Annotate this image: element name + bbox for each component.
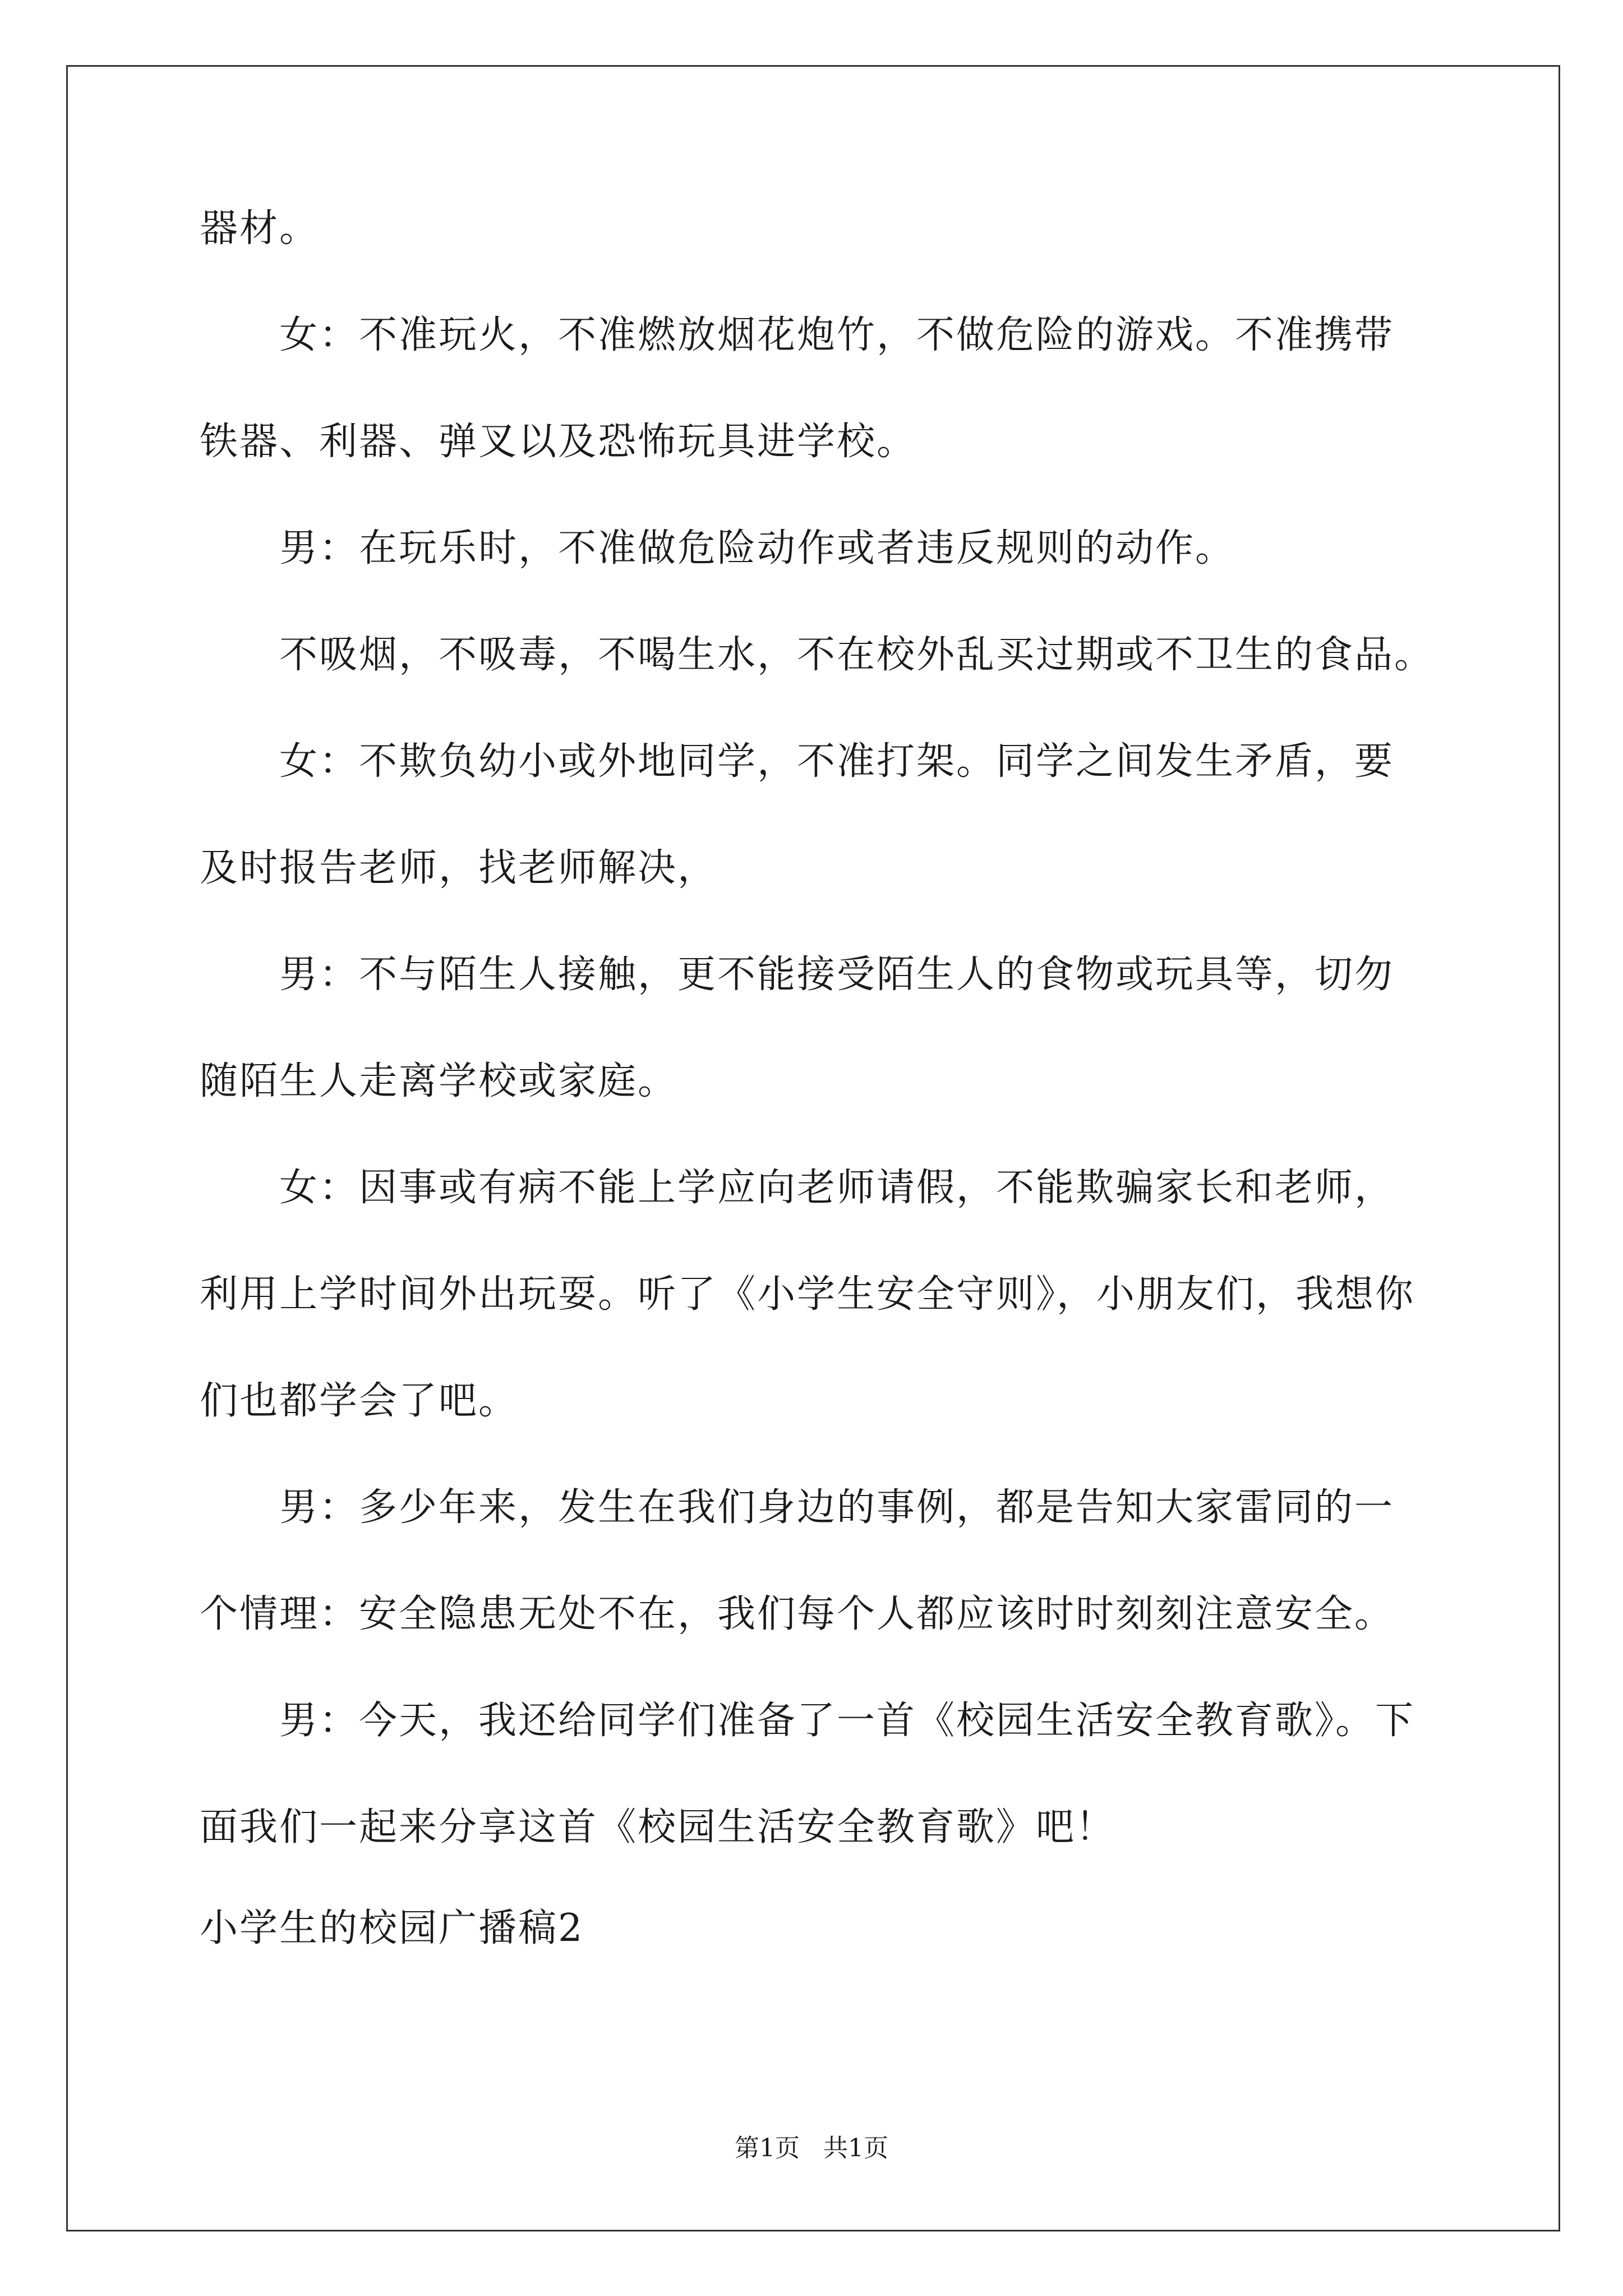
section-heading: 小学生的校园广播稿2 (200, 1906, 584, 1950)
paragraph-line: 个情理：安全隐患无处不在，我们每个人都应该时时刻刻注意安全。 (200, 1592, 1395, 1636)
page-number-footer: 第1页 共1页 (735, 2134, 888, 2162)
paragraph-line: 面我们一起来分享这首《校园生活安全教育歌》吧！ (200, 1805, 1116, 1849)
paragraph-line: 随陌生人走离学校或家庭。 (200, 1059, 678, 1103)
paragraph-line: 男：多少年来，发生在我们身边的事例，都是告知大家雷同的一 (279, 1485, 1395, 1530)
paragraph-line: 女：不准玩火，不准燃放烟花炮竹，不做危险的游戏。不准携带 (279, 313, 1395, 357)
paragraph-line: 不吸烟，不吸毒，不喝生水，不在校外乱买过期或不卫生的食品。 (279, 633, 1435, 677)
paragraph-line: 们也都学会了吧。 (200, 1379, 519, 1423)
paragraph-line: 器材。 (200, 206, 320, 251)
paragraph-line: 男：在玩乐时，不准做危险动作或者违反规则的动作。 (279, 526, 1235, 570)
paragraph-line: 女：不欺负幼小或外地同学，不准打架。同学之间发生矛盾，要 (279, 739, 1395, 784)
paragraph-line: 及时报告老师，找老师解决， (200, 846, 718, 890)
paragraph-line: 铁器、利器、弹叉以及恐怖玩具进学校。 (200, 420, 917, 464)
paragraph-line: 男：今天，我还给同学们准备了一首《校园生活安全教育歌》。下 (279, 1699, 1415, 1743)
paragraph-line: 女：因事或有病不能上学应向老师请假，不能欺骗家长和老师， (279, 1166, 1395, 1210)
paragraph-line: 利用上学时间外出玩耍。听了《小学生安全守则》，小朋友们，我想你 (200, 1272, 1415, 1317)
paragraph-line: 男：不与陌生人接触，更不能接受陌生人的食物或玩具等，切勿 (279, 953, 1395, 997)
